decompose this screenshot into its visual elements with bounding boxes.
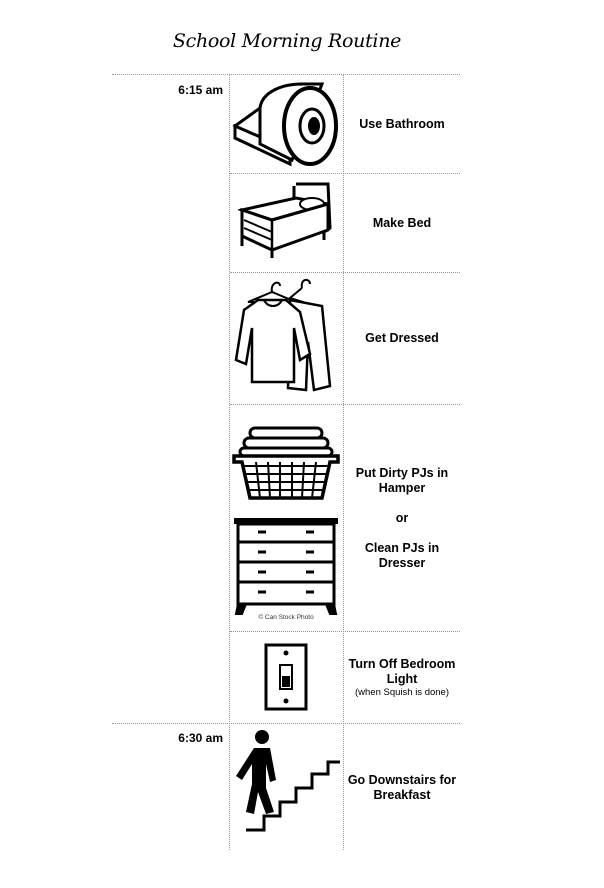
step-label: Go Downstairs for Breakfast <box>347 773 457 802</box>
step-turn-off-light <box>344 632 460 723</box>
image-credit: © Can Stock Photo <box>258 614 314 621</box>
toilet-paper-icon <box>232 80 342 173</box>
time-label: 6:15 am <box>178 83 223 97</box>
step-label: Use Bathroom <box>359 116 445 131</box>
person-climbing-stairs-icon <box>234 728 342 839</box>
time-label: 6:30 am <box>178 731 223 745</box>
step-label: Make Bed <box>372 215 432 230</box>
dresser-icon <box>232 516 340 621</box>
step-pajamas <box>344 405 460 631</box>
step-label: Get Dressed <box>365 331 439 345</box>
step-label: Clean PJs in Dresser <box>364 540 440 570</box>
laundry-basket-icon <box>232 424 340 509</box>
step-or-label: or <box>395 510 409 525</box>
step-label: Put Dirty PJs in Hamper <box>355 465 449 495</box>
step-use-bathroom <box>344 75 460 173</box>
light-switch-icon <box>264 643 308 716</box>
step-note: (when Squish is done) <box>355 686 449 698</box>
column-divider <box>229 74 230 850</box>
step-make-bed <box>344 174 460 272</box>
clothes-on-hangers-icon <box>234 278 334 401</box>
step-go-downstairs <box>344 724 460 852</box>
bed-icon <box>238 180 334 265</box>
page-title: School Morning Routine <box>172 30 402 52</box>
step-get-dressed <box>344 273 460 404</box>
step-label: Turn Off Bedroom Light <box>348 656 456 686</box>
